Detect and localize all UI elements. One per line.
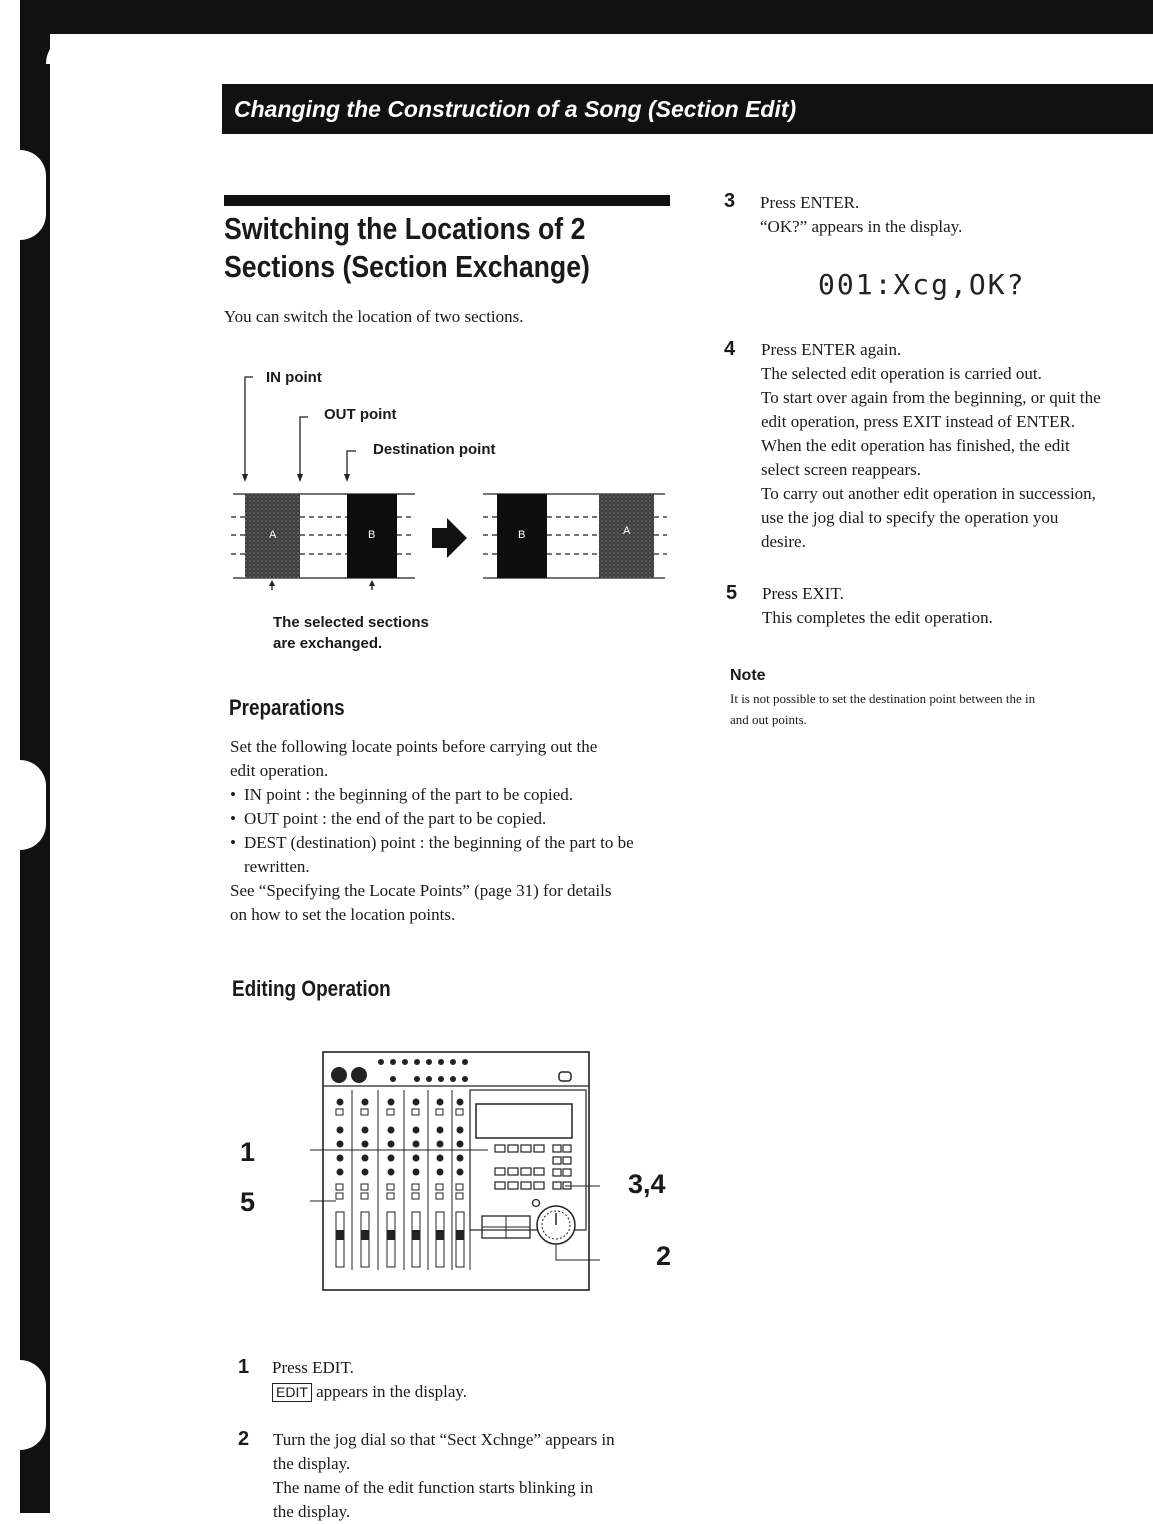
- edit-key-indicator: EDIT: [272, 1383, 312, 1402]
- binder-tab: [20, 760, 46, 850]
- preparations-heading: Preparations: [229, 695, 345, 720]
- mixer-illustration: [310, 1050, 600, 1295]
- preparations-body: Set the following locate points before carrying out the edit operation. • IN point : the beginning of the part to be copied. • OUT point : the end of the part to be copied. • DEST (destination) point : the beginning of the part to be rewritten. See “Specifying the Locate Points” (page 31) for details on how to set the location points.: [230, 735, 680, 927]
- preparations-list: [230, 783, 680, 879]
- step-4-number: 4: [724, 338, 736, 360]
- step-1-text: Press EDIT. EDIT appears in the display.: [272, 1358, 468, 1401]
- exchange-diagram: [225, 360, 675, 590]
- in-point-label: IN point: [266, 369, 322, 386]
- callout-1: 1: [240, 1137, 256, 1167]
- section-title-line: Sections (Section Exchange): [224, 249, 590, 284]
- section-title: [224, 210, 694, 286]
- callout-5: 5: [240, 1187, 256, 1217]
- step-2-number: 2: [238, 1428, 250, 1450]
- note-text: It is not possible to set the destination point between the in and out points.: [730, 691, 1036, 727]
- editing-heading: Editing Operation: [232, 976, 391, 1001]
- list-item: • OUT point : the end of the part to be copied.: [230, 807, 680, 831]
- title-rule: [224, 195, 670, 206]
- page-header: Changing the Construction of a Song (Section Edit): [222, 84, 1153, 134]
- destination-point-label: Destination point: [373, 441, 496, 458]
- step-3-number: 3: [724, 190, 736, 212]
- section-a-label: A: [623, 525, 631, 537]
- list-item: • IN point : the beginning of the part to be copied.: [230, 783, 680, 807]
- section-title-line: Switching the Locations of 2: [224, 211, 586, 246]
- display-readout: 001:Xcg,OK?: [818, 268, 1026, 301]
- step-3-text: Press ENTER. “OK?” appears in the display.: [760, 193, 963, 236]
- note-heading: Note: [730, 667, 766, 684]
- section-intro: You can switch the location of two sections.: [224, 307, 524, 326]
- corner-curve: [46, 34, 86, 64]
- step-5-number: 5: [726, 582, 738, 604]
- callout-2: 2: [656, 1241, 672, 1271]
- right-arrow-icon: [432, 518, 467, 558]
- section-a-label: A: [269, 529, 277, 541]
- diagram-caption: The selected sections are exchanged.: [273, 614, 429, 652]
- section-b-label: B: [518, 529, 526, 541]
- step-5-text: Press EXIT. This completes the edit operation.: [762, 584, 993, 627]
- binder-tab: [20, 150, 46, 240]
- list-item: • DEST (destination) point : the beginning of the part to be rewritten.: [230, 831, 664, 879]
- step-4-text: Press ENTER again. The selected edit operation is carried out. To start over again from the beginning, or quit the edit operation, press EXIT instead of ENTER. When the edit operation has finished, the edit select screen reappears. To carry out another edit operation in succession, use the jog dial to specify the operation you desire.: [761, 340, 1101, 551]
- top-border-band: [20, 0, 1153, 34]
- step-1-number: 1: [238, 1356, 250, 1378]
- binder-tab: [20, 1360, 46, 1450]
- step-2-text: Turn the jog dial so that “Sect Xchnge” appears in the display. The name of the edit function starts blinking in the display.: [273, 1430, 615, 1521]
- out-point-label: OUT point: [324, 406, 397, 423]
- callout-3-4: 3,4: [628, 1169, 666, 1199]
- section-b-label: B: [368, 529, 376, 541]
